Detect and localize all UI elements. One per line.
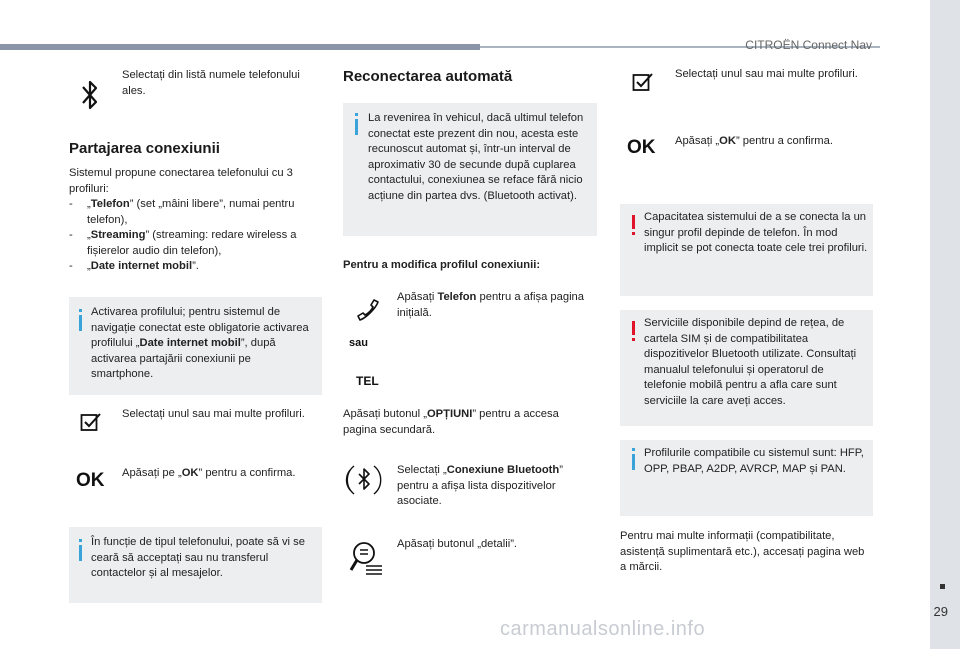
press-phone-text: Apăsați Telefon pentru a afișa pagina inițială. [397,291,584,319]
page-number: 29 [933,604,948,619]
ok-icon: OK [76,470,105,491]
details-icon [348,540,384,576]
or-label: sau [349,337,368,349]
continue-marker [940,584,945,589]
select-profiles-text: Selectați unul sau mai multe profiluri. [122,408,305,420]
modify-profile-subheading: Pentru a modifica profilul conexiunii: [343,259,541,271]
info-box-compatible-profiles [620,440,873,516]
list-item: - „Telefon” (set „mâini libere”, numai pentru telefon), [69,198,295,226]
info-box-auto-reconnect [343,103,597,236]
watermark: carmanualsonline.info [500,618,706,640]
info-box-profile-activation [69,297,322,395]
phone-icon [356,298,382,324]
info-text: În funcție de tipul telefonului, poate să vi se ceară să acceptați sau nu transferul contactelor și al mesajelor. [91,536,305,579]
info-text: Profilurile compatibile cu sistemul sunt: HFP, OPP, PBAP, A2DP, AVRCP, MAP și PAN. [644,447,864,475]
warning-text: Serviciile disponibile depind de rețea, de cartela SIM și de compatibilitatea dispozitivelor Bluetooth utilizate. Consultați manualul telefonului și operatorul de telefonie mobilă pentru a afla care sunt serviciile la care aveți acces. [644,317,857,407]
tel-button-label: TEL [356,374,379,388]
info-icon [632,454,635,470]
info-icon [79,545,82,561]
warning-box-services [620,310,873,426]
ok-icon: OK [627,137,656,158]
select-profiles-text: Selectați unul sau mai multe profiluri. [675,68,858,80]
info-icon [79,315,82,331]
warning-box-profile-capacity [620,204,873,296]
ok-confirm-text: Apăsați pe „OK” pentru a confirma. [122,467,296,479]
list-dash: - [69,260,73,272]
bluetooth-connection-text: Selectați „Conexiune Bluetooth” pentru a afișa lista dispozitivelor asociate. [397,464,563,507]
sharing-intro: Sistemul propune conectarea telefonului cu 3 profiluri: [69,167,293,195]
warning-icon [632,215,635,229]
header-rule [0,44,480,50]
ok-confirm-text: Apăsați „OK” pentru a confirma. [675,135,833,147]
bluetooth-connection-icon [344,460,384,500]
warning-text: Capacitatea sistemului de a se conecta la un singur profil depinde de telefon. În mod implicit se pot conecta toate cele trei profiluri. [644,211,868,254]
page-side-strip [930,0,960,649]
warning-icon [632,321,635,335]
section-heading-reconectarea: Reconectarea automată [343,68,513,85]
list-dash: - [69,229,73,241]
section-heading-partajarea: Partajarea conexiunii [69,140,220,157]
info-text: La revenirea în vehicul, dacă ultimul telefon conectat este prezent din nou, acesta este recunoscut automat și, într-un interval de aproximativ 30 de secunde după cuplarea contactului, conexiunea se reface fără nicio acțiune din partea dvs. (Bluetooth activat). [368,112,584,202]
checkbox-select-icon [80,412,102,432]
bluetooth-icon [80,78,100,112]
list-item: - „Date internet mobil”. [69,259,329,275]
list-item: - „Streaming” (streaming: redare wireless a fișierelor audio din telefon), [69,229,297,257]
list-dash: - [69,198,73,210]
info-text: Activarea profilului; pentru sistemul de navigație conectat este obligatorie activarea profilului „Date internet mobil”, după activarea partajării conexiunii pe smartphone. [91,306,309,380]
info-box-phone-type [69,527,322,603]
page-header-title: CITROËN Connect Nav [745,38,872,52]
options-text: Apăsați butonul „OPȚIUNI” pentru a accesa pagina secundară. [343,408,559,436]
info-icon [355,119,358,135]
details-text: Apăsați butonul „detalii”. [397,538,518,550]
more-info-text: Pentru mai multe informații (compatibilitate, asistență suplimentară etc.), accesați pagina web a mărcii. [620,530,865,573]
checkbox-select-icon [632,72,654,92]
profile-list [69,197,329,275]
select-phone-text: Selectați din listă numele telefonului ales. [122,69,300,97]
